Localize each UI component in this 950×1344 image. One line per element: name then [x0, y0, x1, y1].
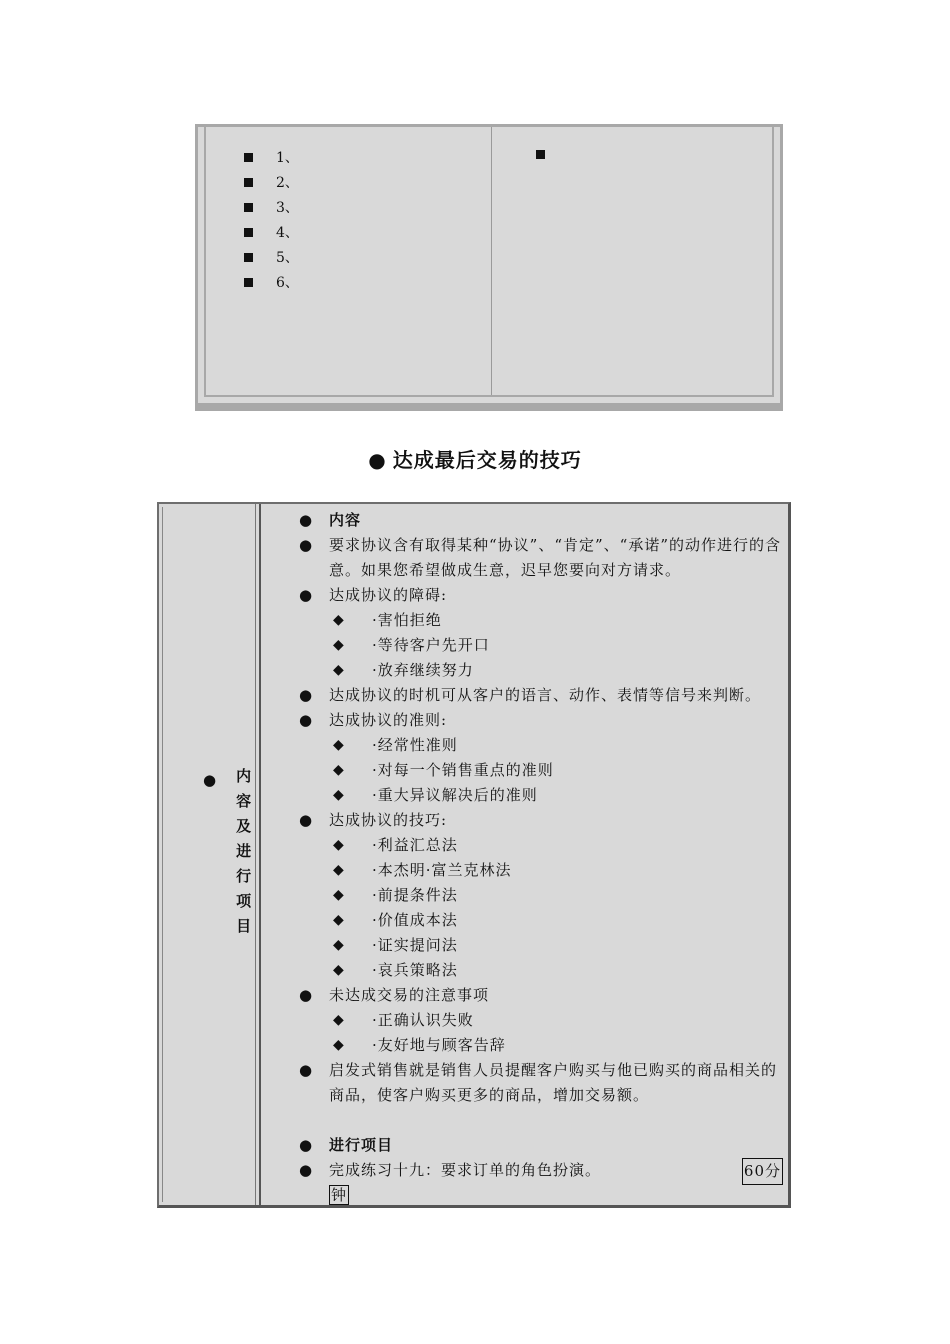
square-bullet-icon	[244, 228, 253, 237]
table-frame-line	[162, 507, 163, 1202]
sub-list-item	[299, 733, 783, 758]
circle-bullet-icon: ●	[299, 1061, 314, 1079]
list-item: 3、	[244, 195, 299, 220]
circle-bullet-icon: ●	[203, 771, 217, 789]
content-cell	[299, 508, 783, 1208]
heading-title: 达成最后交易的技巧	[392, 448, 582, 472]
item-text: ·害怕拒绝	[372, 611, 442, 629]
item-text: ·前提条件法	[372, 886, 458, 904]
item-text: ·正确认识失败	[372, 1011, 474, 1029]
diamond-bullet-icon: ◆	[333, 612, 345, 628]
content-table	[157, 502, 791, 1208]
sub-list-item	[299, 658, 783, 683]
duration-label-continued: 钟	[331, 1186, 348, 1204]
sub-list-item	[299, 933, 783, 958]
circle-bullet-icon: ●	[299, 1136, 314, 1154]
blank-line	[299, 1108, 783, 1133]
list-item-continuation	[299, 1183, 783, 1208]
sub-list-item	[299, 858, 783, 883]
list-item: 4、	[244, 220, 299, 245]
panel-frame-line	[204, 395, 774, 397]
diamond-bullet-icon: ◆	[333, 1012, 345, 1028]
list-item: 1、	[244, 145, 299, 170]
list-item: 2、	[244, 170, 299, 195]
sub-list-item	[299, 608, 783, 633]
list-item: 6、	[244, 270, 299, 295]
square-bullet-icon	[244, 203, 253, 212]
circle-bullet-icon: ●	[299, 811, 314, 829]
item-text: 未达成交易的注意事项	[329, 986, 490, 1004]
list-item	[299, 708, 783, 733]
diamond-bullet-icon: ◆	[333, 737, 345, 753]
diamond-bullet-icon: ◆	[333, 837, 345, 853]
list-item	[299, 1133, 783, 1158]
square-bullet-icon	[244, 253, 253, 262]
circle-bullet-icon: ●	[299, 711, 314, 729]
panel-column-divider	[491, 127, 492, 395]
sub-list-item	[299, 833, 783, 858]
diamond-bullet-icon: ◆	[333, 662, 345, 678]
item-text: ·对每一个销售重点的准则	[372, 761, 554, 779]
item-text: 要求协议含有取得某种“协议”、“肯定”、“承诺”的动作进行的含意。如果您希望做成生意，迟早您要向对方请求。	[329, 536, 782, 579]
circle-bullet-icon: ●	[299, 686, 314, 704]
item-text: 完成练习十九：要求订单的角色扮演。	[329, 1161, 602, 1179]
section-heading	[0, 444, 950, 473]
item-text: 达成协议的技巧:	[329, 811, 448, 829]
item-text: ·等待客户先开口	[372, 636, 490, 654]
list-item	[299, 683, 783, 708]
list-item	[299, 583, 783, 608]
sub-list-item	[299, 1008, 783, 1033]
item-text: ·本杰明·富兰克林法	[372, 861, 512, 879]
sub-list-item	[299, 783, 783, 808]
list-item	[299, 533, 783, 583]
list-item: 5、	[244, 245, 299, 270]
diamond-bullet-icon: ◆	[333, 637, 345, 653]
diamond-bullet-icon: ◆	[333, 862, 345, 878]
list-item	[299, 808, 783, 833]
circle-bullet-icon: ●	[299, 986, 314, 1004]
item-text: 内容	[329, 511, 362, 529]
panel-frame-line	[772, 127, 774, 397]
list-item	[299, 1158, 783, 1183]
item-text: ·利益汇总法	[372, 836, 458, 854]
sub-list-item	[299, 958, 783, 983]
circle-bullet-icon: ●	[368, 448, 387, 472]
item-text: ·哀兵策略法	[372, 961, 458, 979]
column-separator	[255, 504, 261, 1205]
item-text: 进行项目	[329, 1136, 394, 1154]
diamond-bullet-icon: ◆	[333, 912, 345, 928]
item-text: 达成协议的障碍:	[329, 586, 448, 604]
item-text: 启发式销售就是销售人员提醒客户购买与他已购买的商品相关的商品，使客户购买更多的商品，增加交易额。	[329, 1061, 778, 1104]
item-text: ·经常性准则	[372, 736, 458, 754]
list-item	[299, 983, 783, 1008]
item-text: ·价值成本法	[372, 911, 458, 929]
sub-list-item	[299, 908, 783, 933]
diamond-bullet-icon: ◆	[333, 962, 345, 978]
diamond-bullet-icon: ◆	[333, 787, 345, 803]
numbered-list	[244, 145, 299, 295]
square-bullet-icon	[244, 278, 253, 287]
item-text: ·重大异议解决后的准则	[372, 786, 538, 804]
list-item	[299, 508, 783, 533]
circle-bullet-icon: ●	[299, 586, 314, 604]
circle-bullet-icon: ●	[299, 511, 314, 529]
item-text: ·友好地与顾客告辞	[372, 1036, 506, 1054]
panel-frame-line	[204, 127, 206, 397]
item-text: 达成协议的时机可从客户的语言、动作、表情等信号来判断。	[329, 686, 762, 704]
diamond-bullet-icon: ◆	[333, 1037, 345, 1053]
list-item	[299, 1058, 783, 1108]
row-label	[203, 768, 255, 943]
diamond-bullet-icon: ◆	[333, 937, 345, 953]
square-bullet-icon	[536, 150, 545, 159]
sub-list-item	[299, 633, 783, 658]
circle-bullet-icon: ●	[299, 536, 314, 554]
sub-list-item	[299, 758, 783, 783]
item-text: 达成协议的准则:	[329, 711, 448, 729]
sub-list-item	[299, 1033, 783, 1058]
duration-label: 60分	[742, 1158, 783, 1185]
circle-bullet-icon: ●	[299, 1161, 314, 1179]
diamond-bullet-icon: ◆	[333, 887, 345, 903]
square-bullet-icon	[244, 178, 253, 187]
item-text: ·放弃继续努力	[372, 661, 474, 679]
item-text: ·证实提问法	[372, 936, 458, 954]
row-label-text: 内容及进行项目	[234, 768, 253, 943]
square-bullet-icon	[244, 153, 253, 162]
diamond-bullet-icon: ◆	[333, 762, 345, 778]
top-panel	[195, 124, 783, 411]
sub-list-item	[299, 883, 783, 908]
